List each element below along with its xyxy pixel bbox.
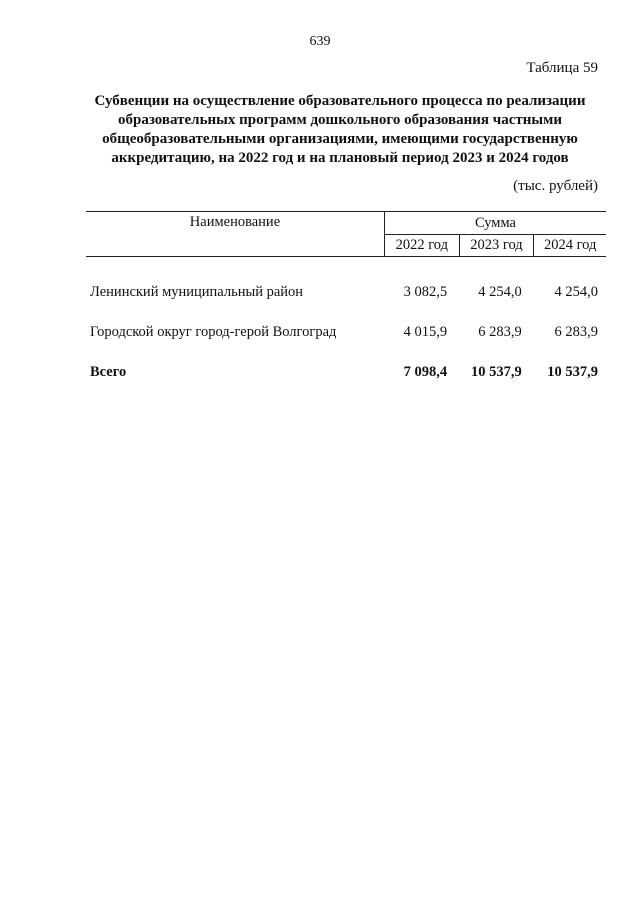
title-line: общеобразовательными организациями, имеющими государственную [102, 131, 578, 147]
table-row [86, 261, 606, 301]
column-header-year-2022: 2022 год [384, 235, 459, 257]
units-label: (тыс. рублей) [513, 178, 598, 194]
table-row [86, 301, 606, 341]
value-2024: 6 283,9 [554, 324, 598, 340]
value-2022: 3 082,5 [403, 284, 448, 300]
total-row [86, 341, 606, 381]
column-header-sum: Сумма [384, 212, 606, 235]
row-name: Ленинский муниципальный район [90, 284, 304, 300]
title-line: образовательных программ дошкольного образования частными [118, 112, 562, 128]
value-2023: 6 283,9 [478, 324, 522, 340]
total-2022: 7 098,4 [403, 364, 448, 380]
column-header-year-2023: 2023 год [459, 235, 534, 257]
value-2024: 4 254,0 [554, 284, 598, 300]
total-2024: 10 537,9 [547, 364, 598, 380]
page-number: 639 [309, 34, 331, 49]
title-line: аккредитацию, на 2022 год и на плановый период 2023 и 2024 годов [111, 150, 569, 166]
column-header-year-2024: 2024 год [534, 235, 606, 257]
row-name: Городской округ город-герой Волгоград [90, 324, 337, 340]
value-2023: 4 254,0 [478, 284, 522, 300]
column-header-name: Наименование [86, 212, 384, 257]
total-2023: 10 537,9 [471, 364, 522, 380]
subsidy-table [86, 211, 606, 381]
document-title [60, 92, 620, 168]
title-line: Субвенции на осуществление образовательного процесса по реализации [94, 93, 586, 109]
table-caption: Таблица 59 [526, 60, 598, 76]
value-2022: 4 015,9 [403, 324, 448, 340]
total-label: Всего [90, 364, 127, 380]
